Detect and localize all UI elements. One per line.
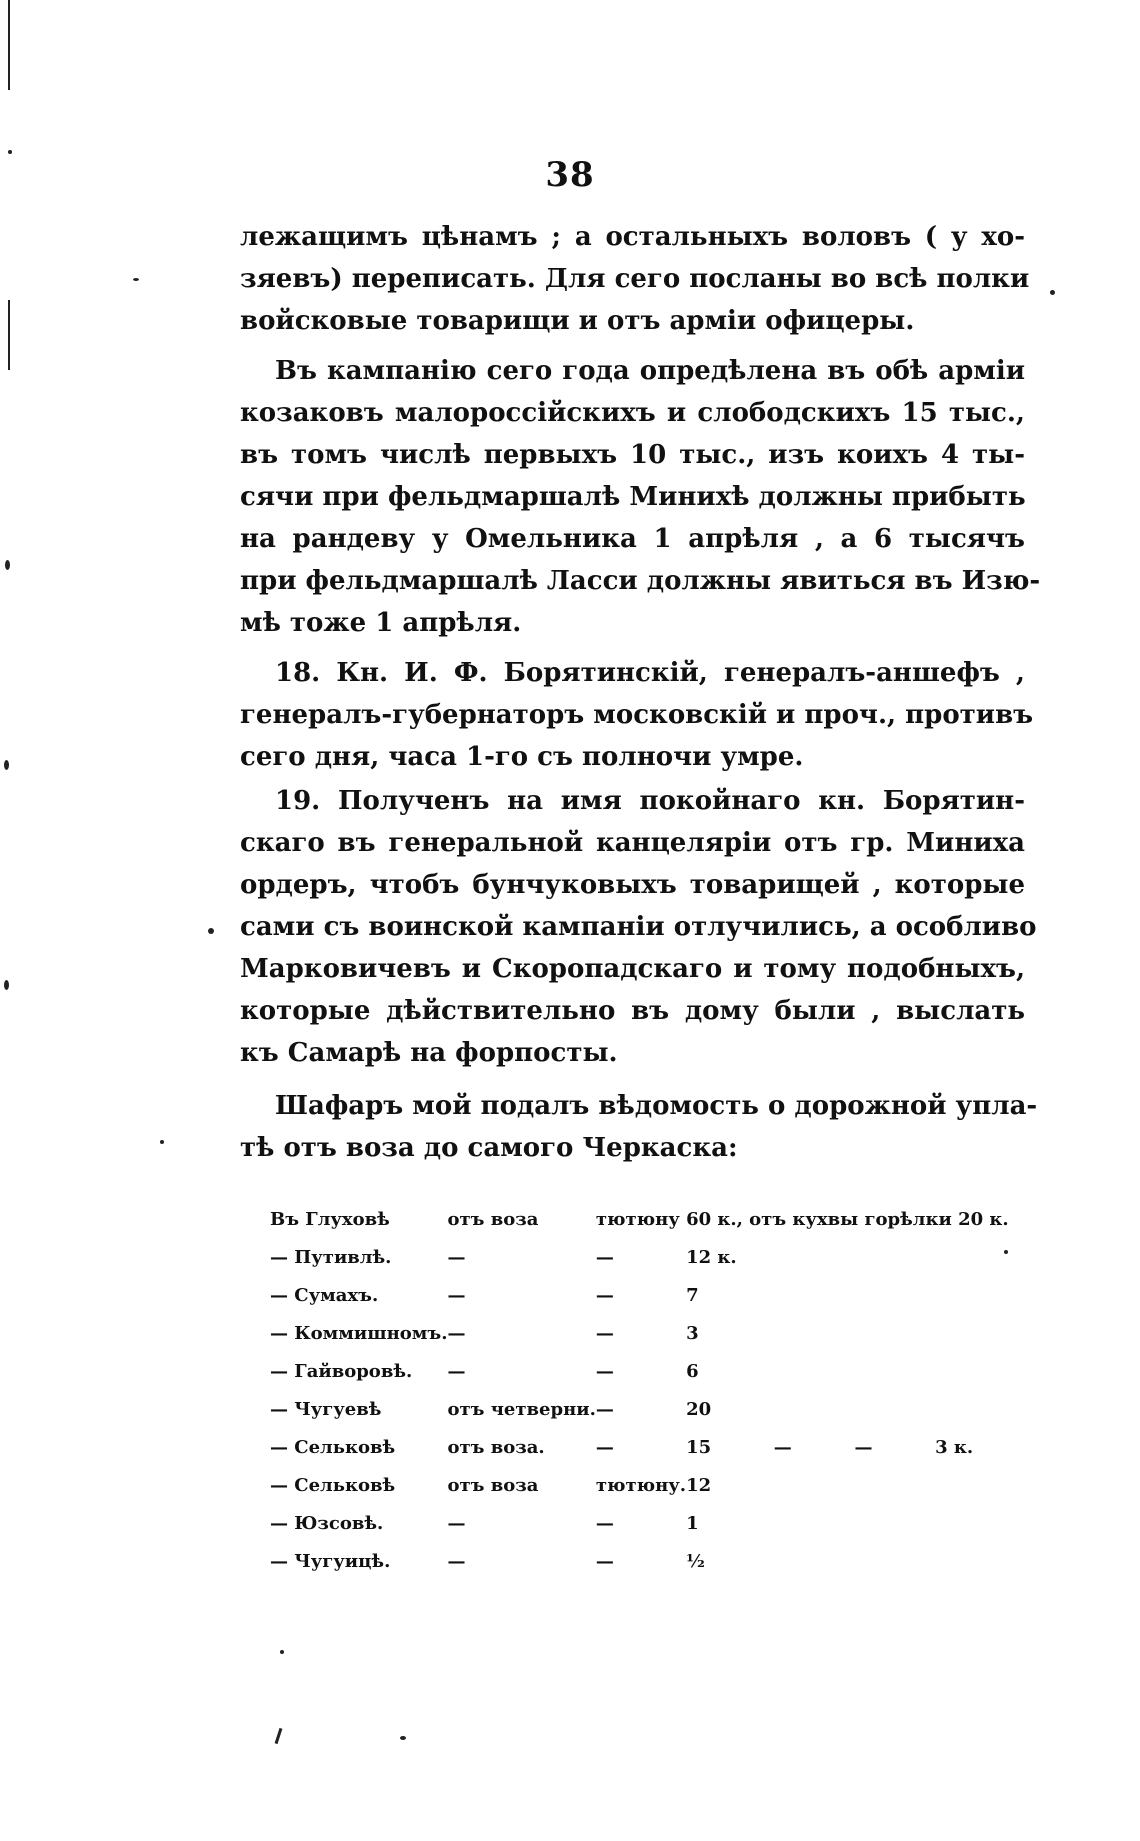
ledger-amount: 20 [686, 1398, 712, 1420]
text-line: 19. Полученъ на имя покойнаго кн. Борятин- [275, 786, 1025, 816]
ledger-amount: 15 — — 3 к. [686, 1436, 974, 1458]
scan-speck [280, 1650, 284, 1654]
ledger-cell: — [595, 1360, 614, 1382]
scan-speck [208, 928, 214, 934]
text-line: Марковичевъ и Скоропадскаго и тому подобныхъ, [240, 954, 1025, 984]
ledger-cell: — [447, 1550, 466, 1572]
text-line: которые дѣйствительно въ дому были , выслать [240, 996, 1025, 1026]
ledger-cell: отъ четверни. [447, 1398, 596, 1420]
paragraph-1 [240, 216, 1030, 342]
table-row [270, 1390, 1030, 1428]
scan-speck [4, 980, 9, 990]
scan-speck [1050, 290, 1055, 295]
paragraph-2 [240, 350, 1041, 644]
ledger-place: — Сельковѣ [270, 1436, 396, 1458]
scan-speck [160, 1140, 164, 1144]
ledger-cell: отъ воза [447, 1208, 539, 1230]
table-row [270, 1314, 1030, 1352]
scan-speck [5, 560, 10, 570]
scan-speck [8, 150, 12, 154]
ledger-cell: отъ воза. [447, 1436, 545, 1458]
ledger-amount: 12 [686, 1474, 712, 1496]
ledger-cell: — [595, 1512, 614, 1534]
ledger-place: — Сельковѣ [270, 1474, 396, 1496]
ledger-amount: 6 [686, 1360, 699, 1382]
ledger-cell: — [447, 1284, 466, 1306]
text-line: козаковъ малороссiйскихъ и слободскихъ 15 тыс., [240, 398, 1025, 428]
text-line: сячи при фельдмаршалѣ Минихѣ должны прибыть [240, 482, 1026, 512]
ledger-cell: — [595, 1550, 614, 1572]
text-line: ордеръ, чтобъ бунчуковыхъ товарищей , которые [240, 870, 1025, 900]
ledger-cell: отъ воза [447, 1474, 539, 1496]
scan-speck [1004, 1250, 1008, 1254]
text-line: тѣ отъ воза до самого Черкаска: [240, 1133, 738, 1163]
scan-speck [275, 1728, 283, 1744]
scan-speck [4, 760, 9, 770]
ledger-place: — Гайворовѣ. [270, 1360, 413, 1382]
text-line: въ томъ числѣ первыхъ 10 тыс., изъ коихъ 4 ты- [240, 440, 1025, 470]
scan-edge-mark [8, 300, 10, 370]
ledger-cell: — [595, 1436, 614, 1458]
text-line: 18. Кн. И. Ф. Борятинскiй, генералъ-аншефъ , [275, 658, 1025, 688]
ledger-cell: — [447, 1512, 466, 1534]
ledger-amount: 3 [686, 1322, 699, 1344]
ledger-amount: 1 [686, 1512, 699, 1534]
text-line: мѣ тоже 1 апрѣля. [240, 608, 522, 638]
ledger-amount: 7 [686, 1284, 699, 1306]
ledger-cell: тютюну [595, 1208, 680, 1230]
ledger-cell: — [447, 1322, 466, 1344]
ledger-amount: ½ [686, 1550, 705, 1572]
ledger-cell: — [595, 1284, 614, 1306]
ledger-place: — Коммишномъ. [270, 1322, 448, 1344]
scan-speck [133, 278, 139, 281]
scan-speck [400, 1736, 406, 1740]
text-line: генералъ-губернаторъ московскiй и проч., противъ [240, 700, 1034, 730]
toll-ledger [270, 1200, 1030, 1580]
paragraph-3 [240, 652, 1034, 778]
text-line: при фельдмаршалѣ Ласси должны явиться въ Изю- [240, 566, 1041, 596]
ledger-cell: — [447, 1246, 466, 1268]
ledger-cell: тютюну. [595, 1474, 687, 1496]
paragraph-4 [240, 780, 1037, 1074]
ledger-cell: — [595, 1246, 614, 1268]
ledger-cell: — [595, 1398, 614, 1420]
ledger-place: — Чугуицѣ. [270, 1550, 391, 1572]
table-row [270, 1238, 1030, 1276]
text-line: Шафаръ мой подалъ вѣдомость о дорожной упла- [275, 1091, 1038, 1121]
paragraph-5 [240, 1085, 1038, 1169]
text-line: скаго въ генеральной канцелярiи отъ гр. Миниха [240, 828, 1025, 858]
table-row [270, 1466, 1030, 1504]
text-line: зяевъ) переписать. Для сего посланы во всѣ полки [240, 264, 1030, 294]
ledger-place: — Путивлѣ. [270, 1246, 392, 1268]
table-row [270, 1428, 1030, 1466]
ledger-place: — Юзсовѣ. [270, 1512, 384, 1534]
text-line: сего дня, часа 1-го съ полночи умре. [240, 742, 804, 772]
text-line: на рандеву у Омельника 1 апрѣля , а 6 тысячъ [240, 524, 1025, 554]
ledger-place: — Сумахъ. [270, 1284, 379, 1306]
text-line: лежащимъ цѣнамъ ; а остальныхъ воловъ ( у хо- [240, 222, 1025, 252]
ledger-place: Въ Глуховѣ [270, 1208, 390, 1230]
table-row [270, 1352, 1030, 1390]
table-row [270, 1504, 1030, 1542]
table-row [270, 1542, 1030, 1580]
ledger-place: — Чугуевѣ [270, 1398, 382, 1420]
text-line: сами съ воинской кампанiи отлучились, а особливо [240, 912, 1037, 942]
text-line: Въ кампанiю сего года опредѣлена въ обѣ армiи [275, 356, 1025, 386]
ledger-cell: — [595, 1322, 614, 1344]
ledger-amount: 60 к., отъ кухвы горѣлки 20 к. [686, 1208, 1009, 1230]
text-line: къ Самарѣ на форпосты. [240, 1038, 618, 1068]
table-row [270, 1200, 1030, 1238]
text-line: войсковые товарищи и отъ армiи офицеры. [240, 306, 915, 336]
ledger-amount: 12 к. [686, 1246, 737, 1268]
ledger-cell: — [447, 1360, 466, 1382]
page-number: 38 [545, 155, 595, 195]
table-row [270, 1276, 1030, 1314]
scan-edge-mark [8, 0, 10, 90]
